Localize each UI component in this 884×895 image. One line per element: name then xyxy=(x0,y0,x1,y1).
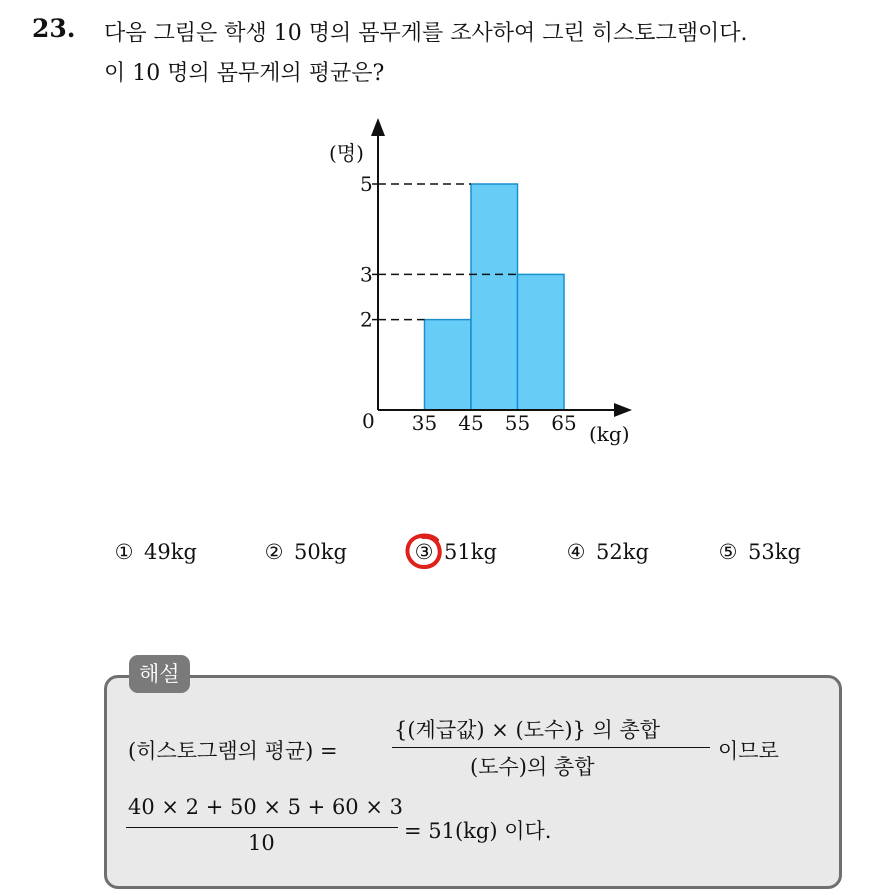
y-axis-arrow xyxy=(371,118,385,136)
choice-number: ② xyxy=(264,540,284,564)
choice-label: 53kg xyxy=(748,540,801,564)
choice-label: 49kg xyxy=(144,540,197,564)
choice-1[interactable] xyxy=(112,540,197,564)
choice-5[interactable] xyxy=(716,540,801,564)
solution-lhs: (히스토그램의 평균) = xyxy=(128,739,338,763)
x-axis-arrow xyxy=(614,403,632,417)
y-tick-label: 3 xyxy=(360,262,373,287)
histogram-bar xyxy=(425,320,472,410)
solution-tag: 해설 xyxy=(129,655,190,693)
x-tick-label: 65 xyxy=(551,411,577,435)
histogram-bar xyxy=(471,184,518,410)
answer-circle-mark xyxy=(404,531,444,571)
x-tick-label: 45 xyxy=(458,411,484,435)
y-tick-label: 2 xyxy=(360,307,373,332)
y-axis-label: (명) xyxy=(329,141,364,165)
x-axis-label: (kg) xyxy=(589,422,630,446)
choice-number: ① xyxy=(114,540,134,564)
choice-number: ⑤ xyxy=(718,540,738,564)
choice-number: ③ xyxy=(414,540,434,564)
fraction1-numerator: {(계급값) × (도수)} 의 총합 xyxy=(394,718,661,742)
solution-box xyxy=(104,675,842,889)
choice-4[interactable] xyxy=(564,540,649,564)
x-tick-label: 35 xyxy=(411,411,438,435)
fraction1-denominator: (도수)의 총합 xyxy=(470,755,595,779)
question-text-line2: 이 10 명의 몸무게의 평균은? xyxy=(104,61,385,86)
choice-2[interactable] xyxy=(262,540,347,564)
histogram-bar xyxy=(518,274,565,410)
choice-label: 52kg xyxy=(596,540,649,564)
choice-label: 50kg xyxy=(294,540,347,564)
choice-label: 51kg xyxy=(444,540,497,564)
question-text-line1: 다음 그림은 학생 10 명의 몸무게를 조사하여 그린 히스토그램이다. xyxy=(104,21,748,46)
solution-result: = 51(kg) 이다. xyxy=(404,819,552,843)
origin-label: 0 xyxy=(362,409,375,433)
fraction2-denominator: 10 xyxy=(248,831,275,855)
fraction1-bar xyxy=(392,747,710,748)
y-tick-label: 5 xyxy=(360,172,373,196)
choice-number: ④ xyxy=(566,540,586,564)
solution-suffix: 이므로 xyxy=(718,739,779,763)
x-tick-label: 55 xyxy=(504,411,531,435)
fraction2-numerator: 40 × 2 + 50 × 5 + 60 × 3 xyxy=(128,795,403,819)
fraction2-bar xyxy=(126,827,398,828)
question-number: 23. xyxy=(32,14,76,43)
